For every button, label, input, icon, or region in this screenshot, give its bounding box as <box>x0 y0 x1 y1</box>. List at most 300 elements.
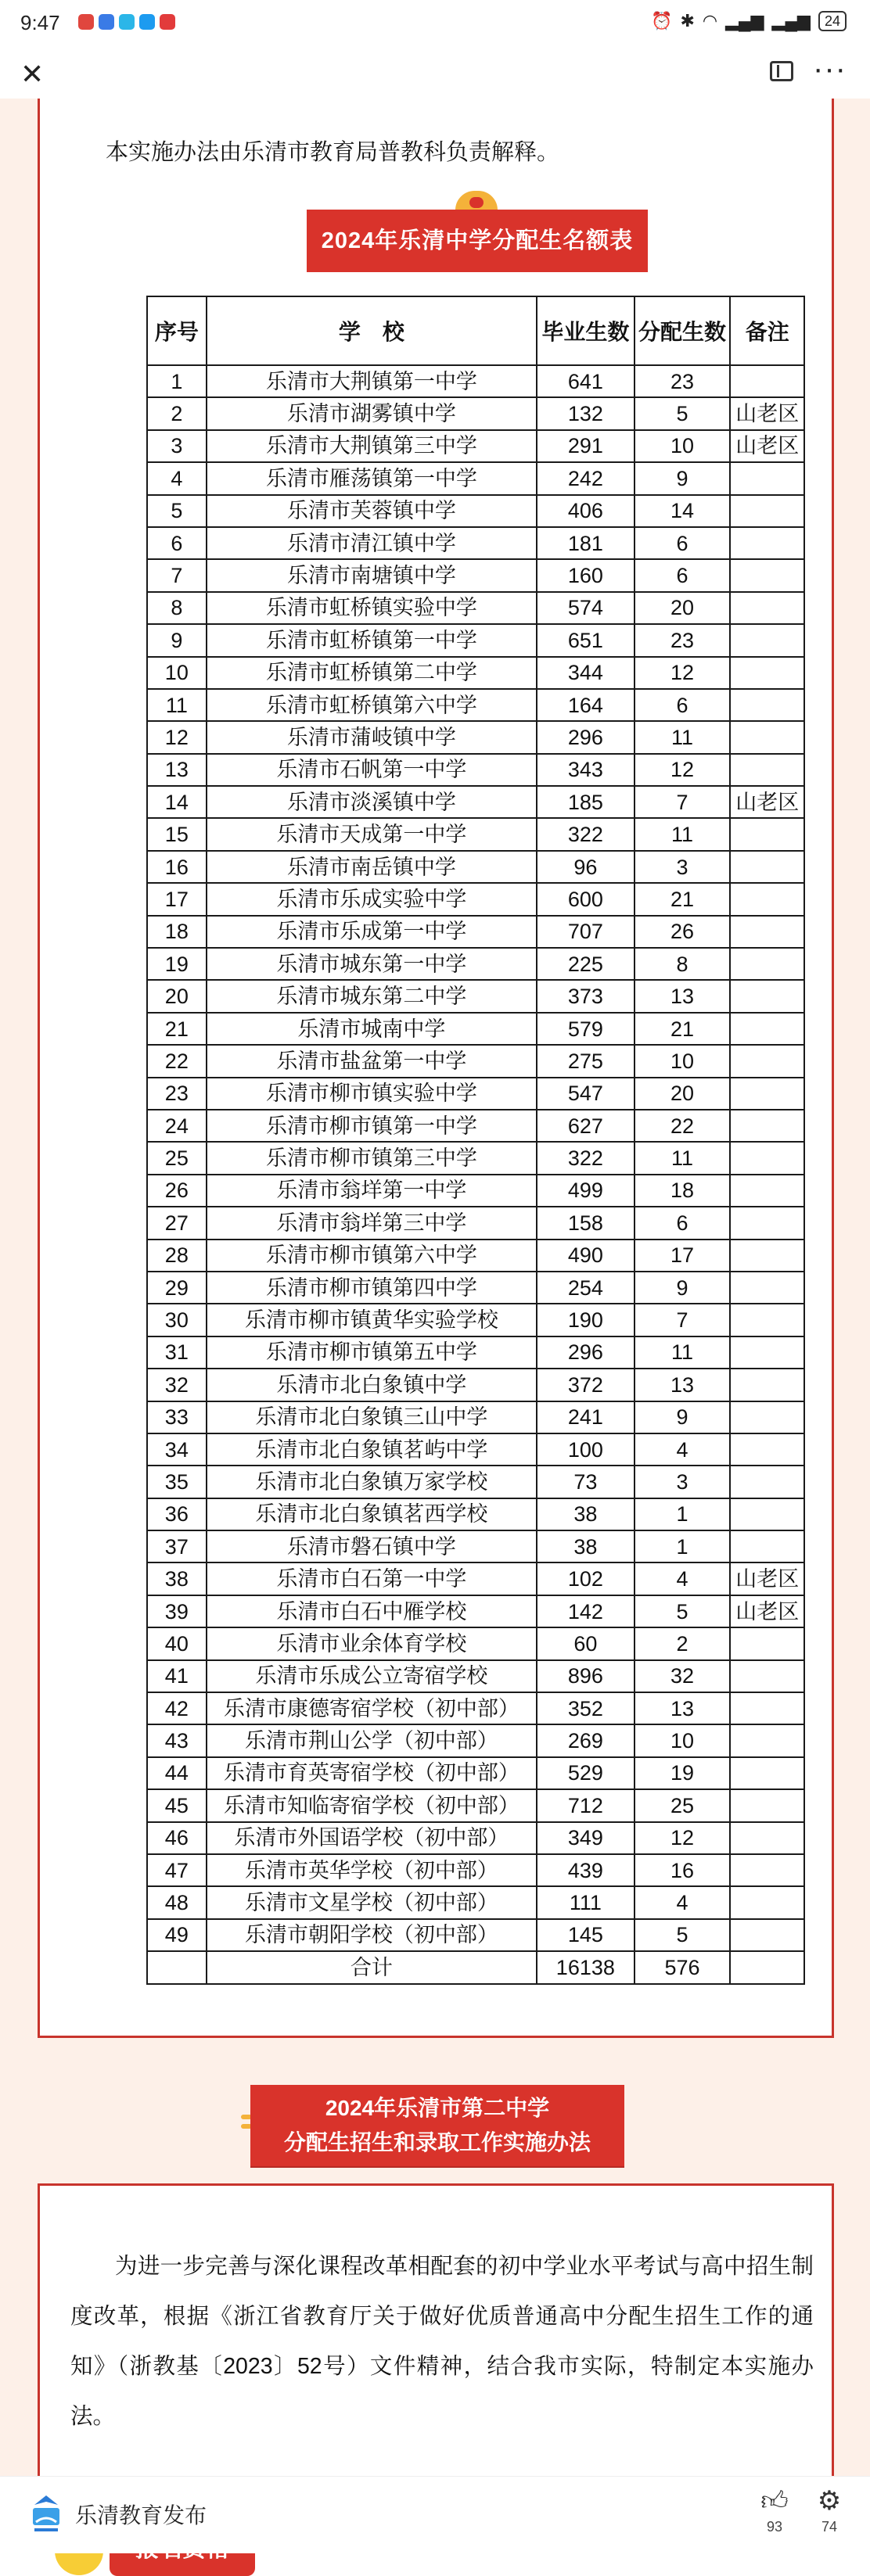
cell-allocated: 32 <box>635 1660 731 1692</box>
header-index: 序号 <box>147 296 207 365</box>
cell-remarks <box>730 559 804 591</box>
cell-school: 乐清市柳市镇实验中学 <box>207 1078 537 1110</box>
cell-remarks <box>730 1336 804 1369</box>
cell-remarks <box>730 495 804 527</box>
cell-school: 乐清市虹桥镇实验中学 <box>207 592 537 624</box>
cell-graduates: 373 <box>537 980 635 1012</box>
cell-graduates: 225 <box>537 948 635 980</box>
cell-index: 47 <box>147 1854 207 1886</box>
cell-graduates: 439 <box>537 1854 635 1886</box>
cell-remarks <box>730 1433 804 1466</box>
table-row <box>147 1886 804 1918</box>
cell-allocated: 13 <box>635 1369 731 1401</box>
cell-graduates: 96 <box>537 851 635 883</box>
table-row <box>147 1822 804 1854</box>
cell-index: 4 <box>147 462 207 494</box>
table-row <box>147 624 804 656</box>
share-count: 74 <box>821 2519 838 2535</box>
table-row <box>147 883 804 915</box>
cell-remarks <box>730 1466 804 1498</box>
cell-index: 29 <box>147 1272 207 1304</box>
cell-graduates: 111 <box>537 1886 635 1918</box>
cell-index: 25 <box>147 1142 207 1174</box>
cell-school: 乐清市荆山公学（初中部） <box>207 1724 537 1756</box>
cell-graduates: 38 <box>537 1498 635 1530</box>
cell-index: 16 <box>147 851 207 883</box>
cell-school: 乐清市柳市镇第四中学 <box>207 1272 537 1304</box>
cell-graduates: 100 <box>537 1433 635 1466</box>
cell-remarks <box>730 1240 804 1272</box>
bluetooth-icon: ✱ <box>680 11 695 30</box>
cell-allocated: 3 <box>635 1466 731 1498</box>
cell-index: 34 <box>147 1433 207 1466</box>
cell-school: 乐清市清江镇中学 <box>207 527 537 559</box>
table-row <box>147 1175 804 1207</box>
cell-index: 19 <box>147 948 207 980</box>
cell-school: 乐清市天成第一中学 <box>207 818 537 850</box>
cell-index: 12 <box>147 721 207 753</box>
cell-allocated: 10 <box>635 430 731 462</box>
share-button[interactable] <box>798 2483 861 2535</box>
cell-allocated: 26 <box>635 916 731 948</box>
cell-allocated: 2 <box>635 1627 731 1659</box>
cell-allocated: 11 <box>635 818 731 850</box>
reader-mode-icon[interactable] <box>770 61 793 81</box>
nav-bar <box>0 50 870 97</box>
cell-allocated: 9 <box>635 462 731 494</box>
cell-allocated: 13 <box>635 1692 731 1724</box>
status-indicators <box>651 11 847 31</box>
cell-graduates: 547 <box>537 1078 635 1110</box>
cell-remarks <box>730 1692 804 1724</box>
cell-allocated: 10 <box>635 1724 731 1756</box>
cell-allocated: 12 <box>635 657 731 689</box>
table-row <box>147 851 804 883</box>
cell-school: 乐清市英华学校（初中部） <box>207 1854 537 1886</box>
quota-table <box>146 296 805 1985</box>
cell-remarks <box>730 592 804 624</box>
cell-allocated: 14 <box>635 495 731 527</box>
cell-allocated: 7 <box>635 1304 731 1336</box>
cell-school: 乐清市大荆镇第一中学 <box>207 365 537 397</box>
cell-remarks <box>730 527 804 559</box>
total-row <box>147 1951 804 1983</box>
cell-remarks <box>730 1530 804 1562</box>
cell-remarks: 山老区 <box>730 786 804 818</box>
cell-school: 乐清市大荆镇第三中学 <box>207 430 537 462</box>
cell-index: 31 <box>147 1336 207 1369</box>
table-row <box>147 1660 804 1692</box>
cell-remarks <box>730 1886 804 1918</box>
cell-allocated: 6 <box>635 559 731 591</box>
cell-index: 40 <box>147 1627 207 1659</box>
table-row <box>147 818 804 850</box>
status-time: 9:47 <box>20 11 60 34</box>
cell-index: 14 <box>147 786 207 818</box>
cell-index: 3 <box>147 430 207 462</box>
close-icon[interactable]: ✕ <box>20 58 45 90</box>
cell-index: 10 <box>147 657 207 689</box>
cell-remarks <box>730 365 804 397</box>
cell-graduates: 352 <box>537 1692 635 1724</box>
cell-index: 38 <box>147 1562 207 1595</box>
cell-remarks <box>730 916 804 948</box>
cell-school: 乐清市白石第一中学 <box>207 1562 537 1595</box>
cell-remarks <box>730 1789 804 1821</box>
cell-remarks <box>730 980 804 1012</box>
cell-graduates: 651 <box>537 624 635 656</box>
cell-graduates: 490 <box>537 1240 635 1272</box>
cell-remarks <box>730 624 804 656</box>
cell-graduates: 296 <box>537 1336 635 1369</box>
cell-index: 30 <box>147 1304 207 1336</box>
cell-graduates: 529 <box>537 1757 635 1789</box>
cell-index: 11 <box>147 689 207 721</box>
table-row <box>147 1562 804 1595</box>
table-row <box>147 1692 804 1724</box>
battery-indicator: 24 <box>818 11 847 31</box>
cell-graduates: 160 <box>537 559 635 591</box>
cell-graduates: 344 <box>537 657 635 689</box>
table-row <box>147 430 804 462</box>
cell-school: 乐清市城东第一中学 <box>207 948 537 980</box>
cell-allocated: 7 <box>635 786 731 818</box>
cell-graduates: 641 <box>537 365 635 397</box>
table-row <box>147 1498 804 1530</box>
thumbs-up-icon: 👍︎ <box>760 2486 789 2516</box>
table-row <box>147 1078 804 1110</box>
cell-allocated: 20 <box>635 592 731 624</box>
table-row <box>147 1272 804 1304</box>
cell-graduates: 181 <box>537 527 635 559</box>
table-row <box>147 1530 804 1562</box>
cell-index: 7 <box>147 559 207 591</box>
cell-graduates: 60 <box>537 1627 635 1659</box>
cell-school: 乐清市知临寄宿学校（初中部） <box>207 1789 537 1821</box>
table-row <box>147 980 804 1012</box>
cell-index: 28 <box>147 1240 207 1272</box>
cell-allocated: 5 <box>635 397 731 429</box>
banner-line: 2024年乐清市第二中学 <box>325 2096 550 2120</box>
table-row <box>147 786 804 818</box>
cell-school: 乐清市乐成实验中学 <box>207 883 537 915</box>
cell-allocated: 4 <box>635 1433 731 1466</box>
cell-school: 乐清市南岳镇中学 <box>207 851 537 883</box>
cell-index: 32 <box>147 1369 207 1401</box>
cell-allocated: 9 <box>635 1272 731 1304</box>
cell-index: 37 <box>147 1530 207 1562</box>
cell-graduates: 707 <box>537 916 635 948</box>
cell-index: 13 <box>147 754 207 786</box>
cell-allocated: 16 <box>635 1854 731 1886</box>
cell-graduates: 190 <box>537 1304 635 1336</box>
cell-index: 45 <box>147 1789 207 1821</box>
cell-index: 41 <box>147 1660 207 1692</box>
table-row <box>147 1789 804 1821</box>
cell-remarks <box>730 721 804 753</box>
cell-school: 乐清市柳市镇第六中学 <box>207 1240 537 1272</box>
cell-remarks: 山老区 <box>730 430 804 462</box>
cell-school: 乐清市北白象镇三山中学 <box>207 1401 537 1433</box>
cell-index: 27 <box>147 1207 207 1239</box>
cell-remarks <box>730 1272 804 1304</box>
section-banner <box>250 2085 624 2166</box>
cell-graduates: 712 <box>537 1789 635 1821</box>
table-title: 2024年乐清中学分配生名额表 <box>307 210 648 272</box>
cell-school: 乐清市城东第二中学 <box>207 980 537 1012</box>
cell-index: 6 <box>147 527 207 559</box>
cell-graduates: 406 <box>537 495 635 527</box>
policy-paragraph: 为进一步完善与深化课程改革相配套的初中学业水平考试与高中招生制度改革，根据《浙江省教育厅关于做好优质普通高中分配生招生工作的通知》（浙教基〔2023〕52号）文件精神，结合我市实际，特制定本实施办法。 <box>70 2254 814 2429</box>
cell-index: 33 <box>147 1401 207 1433</box>
source-name[interactable]: 乐清教育发布 <box>75 2503 207 2528</box>
cell-allocated: 6 <box>635 1207 731 1239</box>
cell-school: 乐清市柳市镇第五中学 <box>207 1336 537 1369</box>
cell-allocated: 6 <box>635 527 731 559</box>
cell-school: 乐清市乐成第一中学 <box>207 916 537 948</box>
cell-school: 乐清市康德寄宿学校（初中部） <box>207 1692 537 1724</box>
header-school: 学 校 <box>207 296 537 365</box>
share-icon: ⚙ <box>817 2486 842 2516</box>
cell-remarks: 山老区 <box>730 397 804 429</box>
cell-allocated: 5 <box>635 1595 731 1627</box>
quota-section <box>38 99 834 2038</box>
cell-graduates: 241 <box>537 1401 635 1433</box>
cell-allocated: 11 <box>635 1142 731 1174</box>
cell-remarks <box>730 818 804 850</box>
cell-allocated: 9 <box>635 1401 731 1433</box>
cell-remarks <box>730 1919 804 1951</box>
table-row <box>147 1369 804 1401</box>
cell-allocated: 5 <box>635 1919 731 1951</box>
cell-index: 18 <box>147 916 207 948</box>
table-row <box>147 1304 804 1336</box>
cell-school: 乐清市外国语学校（初中部） <box>207 1822 537 1854</box>
cell-graduates: 499 <box>537 1175 635 1207</box>
cell-graduates: 296 <box>537 721 635 753</box>
table-row <box>147 1433 804 1466</box>
app-notification-icon <box>160 14 175 30</box>
status-bar <box>0 0 870 50</box>
table-row <box>147 1854 804 1886</box>
table-row <box>147 948 804 980</box>
cell-graduates: 73 <box>537 1466 635 1498</box>
cell-index: 42 <box>147 1692 207 1724</box>
header-allocated: 分配生数 <box>635 296 731 365</box>
cell-school: 乐清市磐石镇中学 <box>207 1530 537 1562</box>
cell-graduates: 275 <box>537 1045 635 1077</box>
cell-allocated: 13 <box>635 980 731 1012</box>
cell-index: 43 <box>147 1724 207 1756</box>
table-row <box>147 1013 804 1045</box>
banner-line: 分配生招生和录取工作实施办法 <box>283 2130 591 2154</box>
cell-remarks <box>730 657 804 689</box>
cell-allocated: 8 <box>635 948 731 980</box>
source-logo-icon[interactable] <box>27 2492 66 2536</box>
total-label: 合计 <box>207 1951 537 1983</box>
cell-allocated: 1 <box>635 1498 731 1530</box>
cell-school: 乐清市翁垟第三中学 <box>207 1207 537 1239</box>
cell-graduates: 291 <box>537 430 635 462</box>
notification-icons <box>78 14 175 30</box>
cell-graduates: 132 <box>537 397 635 429</box>
table-row <box>147 1240 804 1272</box>
cell-graduates: 142 <box>537 1595 635 1627</box>
cell-remarks <box>730 851 804 883</box>
intro-text: 本实施办法由乐清市教育局普教科负责解释。 <box>106 140 560 165</box>
cell-index: 17 <box>147 883 207 915</box>
cell-index: 44 <box>147 1757 207 1789</box>
cell-graduates: 343 <box>537 754 635 786</box>
table-row <box>147 1757 804 1789</box>
cell-remarks <box>730 948 804 980</box>
table-row <box>147 916 804 948</box>
cell-allocated: 4 <box>635 1886 731 1918</box>
cell-remarks <box>730 1369 804 1401</box>
cell-school: 乐清市淡溪镇中学 <box>207 786 537 818</box>
cell-index: 36 <box>147 1498 207 1530</box>
cell-remarks <box>730 1142 804 1174</box>
total-index <box>147 1951 207 1983</box>
cell-school: 乐清市南塘镇中学 <box>207 559 537 591</box>
table-row <box>147 1110 804 1142</box>
cell-school: 乐清市翁垟第一中学 <box>207 1175 537 1207</box>
cell-allocated: 20 <box>635 1078 731 1110</box>
more-icon[interactable]: ··· <box>813 52 847 86</box>
cell-allocated: 11 <box>635 721 731 753</box>
cell-graduates: 158 <box>537 1207 635 1239</box>
cell-allocated: 21 <box>635 1013 731 1045</box>
cell-allocated: 11 <box>635 1336 731 1369</box>
cell-graduates: 600 <box>537 883 635 915</box>
cell-index: 21 <box>147 1013 207 1045</box>
table-row <box>147 1401 804 1433</box>
table-row <box>147 527 804 559</box>
table-row <box>147 462 804 494</box>
cell-index: 1 <box>147 365 207 397</box>
cell-graduates: 102 <box>537 1562 635 1595</box>
cell-index: 15 <box>147 818 207 850</box>
table-row <box>147 365 804 397</box>
app-notification-icon <box>139 14 155 30</box>
signal-icon: ▂▄▆ <box>771 11 811 30</box>
cell-remarks <box>730 1627 804 1659</box>
cell-school: 乐清市湖雾镇中学 <box>207 397 537 429</box>
cell-index: 26 <box>147 1175 207 1207</box>
header-graduates: 毕业生数 <box>537 296 635 365</box>
cell-graduates: 574 <box>537 592 635 624</box>
cell-allocated: 18 <box>635 1175 731 1207</box>
cell-school: 乐清市虹桥镇第一中学 <box>207 624 537 656</box>
app-notification-icon <box>99 14 114 30</box>
cell-allocated: 6 <box>635 689 731 721</box>
cell-index: 8 <box>147 592 207 624</box>
cell-remarks <box>730 1757 804 1789</box>
table-row <box>147 1724 804 1756</box>
cell-graduates: 322 <box>537 818 635 850</box>
cell-index: 39 <box>147 1595 207 1627</box>
article-body <box>0 99 870 2476</box>
cell-school: 乐清市白石中雁学校 <box>207 1595 537 1627</box>
table-row <box>147 1627 804 1659</box>
table-row <box>147 495 804 527</box>
cell-school: 乐清市育英寄宿学校（初中部） <box>207 1757 537 1789</box>
cell-allocated: 1 <box>635 1530 731 1562</box>
cell-index: 48 <box>147 1886 207 1918</box>
cell-school: 乐清市北白象镇茗屿中学 <box>207 1433 537 1466</box>
cell-remarks <box>730 883 804 915</box>
cell-index: 23 <box>147 1078 207 1110</box>
cell-school: 乐清市柳市镇第三中学 <box>207 1142 537 1174</box>
cell-allocated: 4 <box>635 1562 731 1595</box>
cell-remarks <box>730 1660 804 1692</box>
cell-school: 乐清市城南中学 <box>207 1013 537 1045</box>
total-remarks <box>730 1951 804 1983</box>
cell-graduates: 349 <box>537 1822 635 1854</box>
cell-remarks: 山老区 <box>730 1562 804 1595</box>
cell-school: 乐清市北白象镇万家学校 <box>207 1466 537 1498</box>
cell-graduates: 372 <box>537 1369 635 1401</box>
cell-index: 24 <box>147 1110 207 1142</box>
table-row <box>147 1595 804 1627</box>
cell-remarks <box>730 1175 804 1207</box>
cell-remarks <box>730 1498 804 1530</box>
cell-remarks <box>730 1724 804 1756</box>
cell-allocated: 22 <box>635 1110 731 1142</box>
table-row <box>147 1919 804 1951</box>
cell-allocated: 23 <box>635 365 731 397</box>
cell-remarks <box>730 1207 804 1239</box>
cell-remarks <box>730 754 804 786</box>
cell-allocated: 23 <box>635 624 731 656</box>
cell-remarks <box>730 1401 804 1433</box>
table-row <box>147 397 804 429</box>
cell-remarks <box>730 1045 804 1077</box>
like-button[interactable] <box>743 2483 806 2535</box>
total-allocated: 576 <box>635 1951 731 1983</box>
cell-index: 2 <box>147 397 207 429</box>
cell-allocated: 10 <box>635 1045 731 1077</box>
cell-remarks <box>730 1854 804 1886</box>
table-row <box>147 1207 804 1239</box>
table-row <box>147 559 804 591</box>
app-notification-icon <box>78 14 94 30</box>
cell-allocated: 12 <box>635 1822 731 1854</box>
cell-index: 5 <box>147 495 207 527</box>
table-header-row <box>147 296 804 365</box>
alarm-icon: ⏰ <box>651 11 673 30</box>
cell-school: 乐清市芙蓉镇中学 <box>207 495 537 527</box>
header-remarks: 备注 <box>730 296 804 365</box>
cell-school: 乐清市柳市镇第一中学 <box>207 1110 537 1142</box>
table-row <box>147 1142 804 1174</box>
cell-graduates: 164 <box>537 689 635 721</box>
cell-graduates: 38 <box>537 1530 635 1562</box>
cell-remarks <box>730 1013 804 1045</box>
cell-allocated: 19 <box>635 1757 731 1789</box>
cell-graduates: 254 <box>537 1272 635 1304</box>
cell-school: 乐清市石帆第一中学 <box>207 754 537 786</box>
table-row <box>147 721 804 753</box>
cell-graduates: 322 <box>537 1142 635 1174</box>
cell-remarks <box>730 1078 804 1110</box>
cell-allocated: 3 <box>635 851 731 883</box>
table-row <box>147 657 804 689</box>
cell-graduates: 242 <box>537 462 635 494</box>
cell-school: 乐清市蒲岐镇中学 <box>207 721 537 753</box>
cell-remarks <box>730 462 804 494</box>
cell-index: 20 <box>147 980 207 1012</box>
